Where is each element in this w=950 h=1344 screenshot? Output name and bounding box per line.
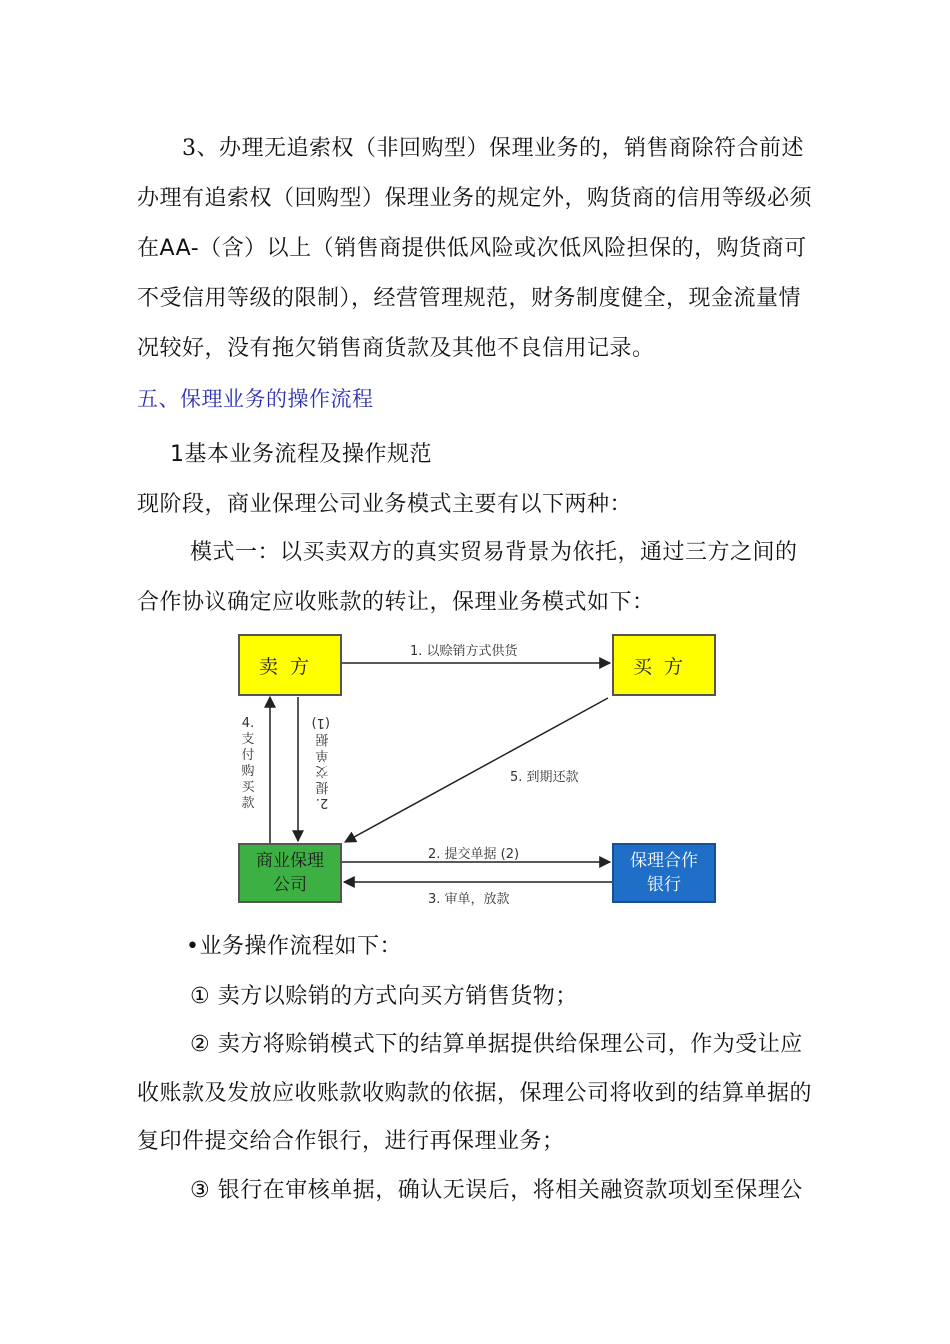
partner-bank-box <box>612 843 716 903</box>
flow-step: 复印件提交给合作银行，进行再保理业务； <box>137 1129 565 1154</box>
seller-box <box>238 634 342 696</box>
arrow-2a-label: 2. 提交单据 (1) <box>311 715 330 810</box>
bank-label-line1: 保理合作 <box>630 851 698 871</box>
flow-step: 收账款及发放应收账款收购款的依据，保理公司将收到的结算单据的 <box>137 1081 813 1106</box>
intro-text: 现阶段，商业保理公司业务模式主要有以下两种： <box>137 492 633 517</box>
arrow-2b-label: 2. 提交单据 (2) <box>428 847 520 862</box>
mode-one-text: 模式一：以买卖双方的真实贸易背景为依托，通过三方之间的 <box>190 540 798 565</box>
bank-label-line2: 银行 <box>647 875 681 895</box>
paragraph-line: 况较好，没有拖欠销售商货款及其他不良信用记录。 <box>137 336 655 361</box>
paragraph-line: 在AA-（含）以上（销售商提供低风险或次低风险担保的，购货商可 <box>137 236 807 261</box>
factor-label-line1: 商业保理 <box>256 851 324 871</box>
flow-step: ② 卖方将赊销模式下的结算单据提供给保理公司，作为受让应 <box>190 1032 803 1057</box>
buyer-label: 买方 <box>632 655 695 678</box>
paragraph-line: 办理有追索权（回购型）保理业务的规定外，购货商的信用等级必须 <box>137 186 813 211</box>
flow-title: •业务操作流程如下： <box>186 934 402 959</box>
flow-step: ③ 银行在审核单据，确认无误后，将相关融资款项划至保理公 <box>190 1178 803 1203</box>
section-heading: 五、保理业务的操作流程 <box>137 387 374 411</box>
factor-company-box <box>238 843 342 903</box>
arrow-5-label: 5. 到期还款 <box>510 770 579 785</box>
mode-one-text: 合作协议确定应收账款的转让，保理业务模式如下： <box>137 590 655 615</box>
flow-step: ① 卖方以赊销的方式向买方销售货物； <box>190 984 578 1009</box>
seller-label: 卖方 <box>258 655 321 678</box>
arrow-4-label: 4. 支付购买款 <box>241 716 255 811</box>
arrow-1-label: 1. 以赊销方式供货 <box>410 644 518 659</box>
buyer-box <box>612 634 716 696</box>
arrow-3-label: 3. 审单，放款 <box>428 892 510 907</box>
subsection-heading: 1基本业务流程及操作规范 <box>170 442 432 467</box>
factor-label-line2: 公司 <box>273 875 307 895</box>
paragraph-line: 3、办理无追索权（非回购型）保理业务的，销售商除符合前述 <box>182 136 804 161</box>
paragraph-line: 不受信用等级的限制），经营管理规范，财务制度健全，现金流量情 <box>137 286 802 311</box>
